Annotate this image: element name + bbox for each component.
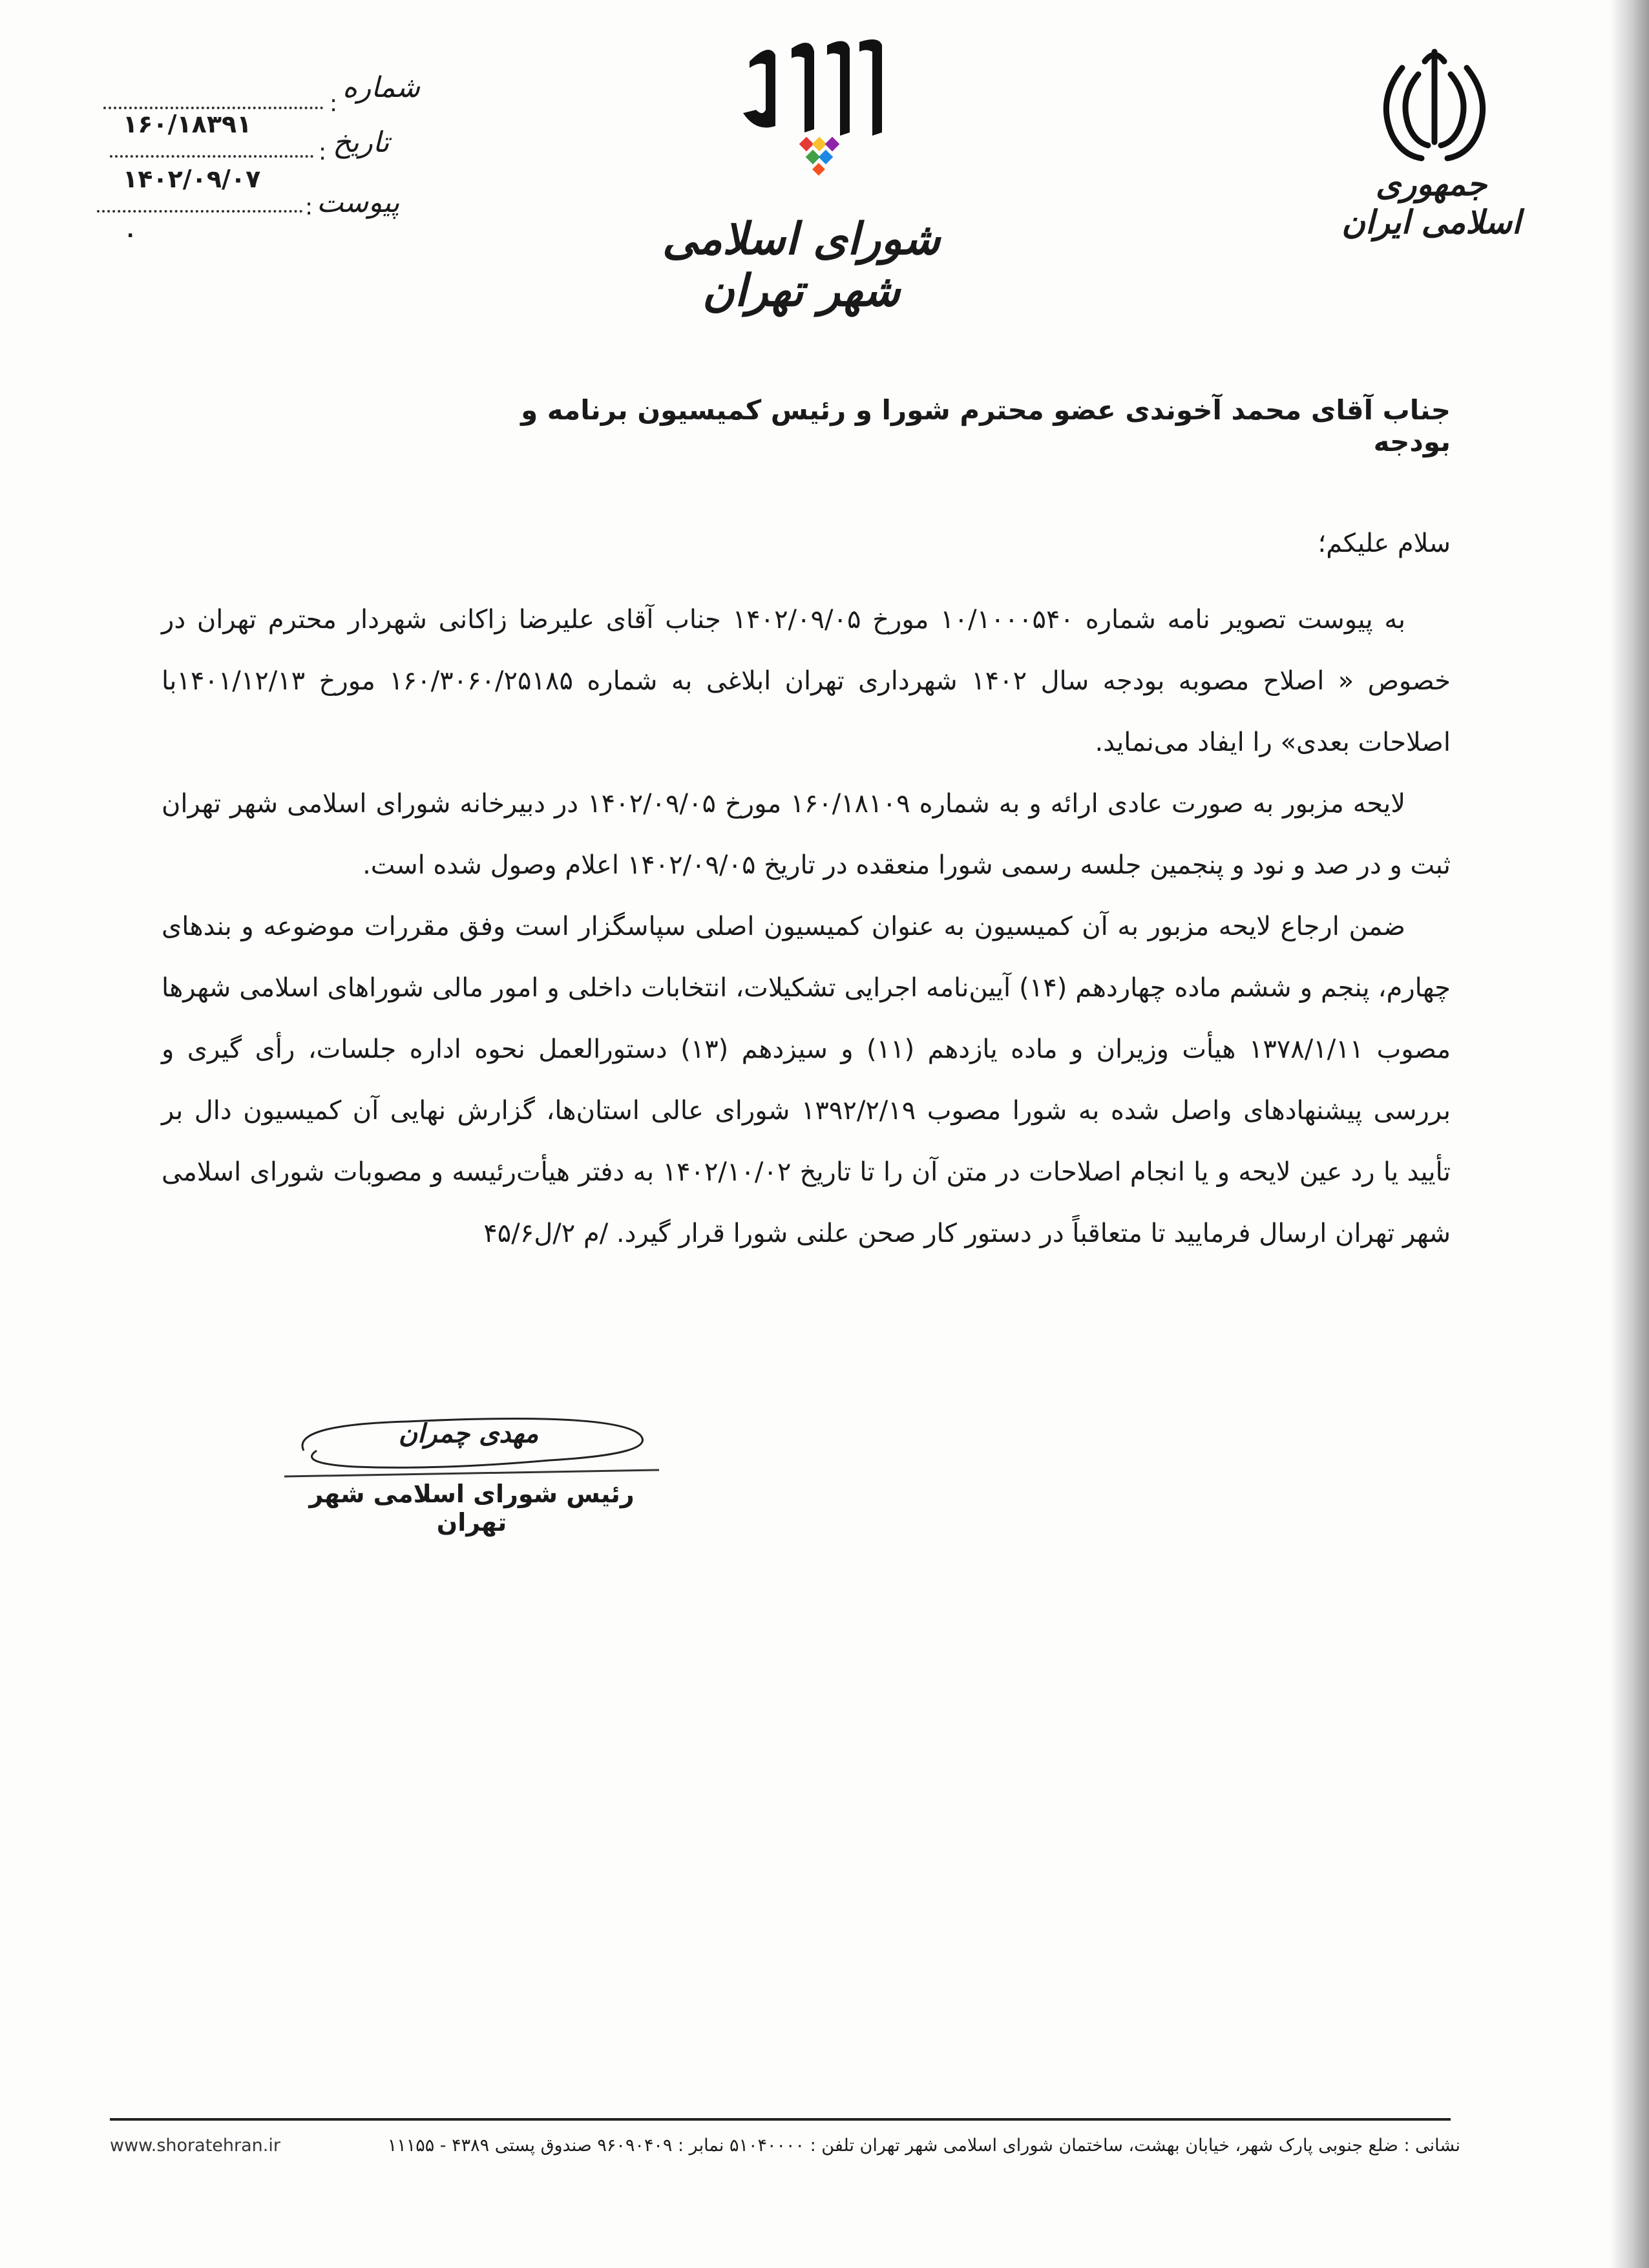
- footer-divider: [110, 2118, 1451, 2121]
- iran-emblem-icon: [1373, 39, 1496, 168]
- republic-name: جمهوری اسلامی ایران: [1341, 165, 1521, 241]
- attachment-label: پیوست: [317, 186, 400, 219]
- footer-website: www.shoratehran.ir: [110, 2136, 280, 2156]
- date-value: ۱۴۰۲/۰۹/۰۷: [123, 165, 261, 193]
- council-name: شورای اسلامی شهر تهران: [662, 213, 941, 317]
- signatory-name: مهدی چمران: [398, 1418, 539, 1449]
- attachment-colon: :: [305, 194, 313, 220]
- paragraph-1: به پیوست تصویر نامه شماره ۱۰/۱۰۰۰۵۴۰ مورخ ۱۴۰۲/۰۹/۰۵ جناب آقای علیرضا زاکانی شهردار محترم تهران در خصوص « اصلاح مصوبه بودجه سال ۱۴۰۲ شهرداری تهران ابلاغی به شماره ۱۶۰/۳۰۶۰/۲۵۱۸۵ مورخ ۱۴۰۱/۱۲/۱۳با اصلاحات بعدی» را ایفاد می‌نماید.: [162, 605, 1451, 757]
- signatory-title: رئیس شورای اسلامی شهر تهران: [309, 1480, 635, 1537]
- attachment-mark: .: [127, 220, 136, 242]
- council-logo-icon: [730, 36, 892, 178]
- number-dotted-line: [103, 107, 323, 109]
- scan-edge-shadow: [1610, 0, 1649, 2268]
- paragraph-3: ضمن ارجاع لایحه مزبور به آن کمیسیون به عنوان کمیسیون اصلی سپاسگزار است وفق مقررات موضوعه و بندهای چهارم، پنجم و ششم ماده چهاردهم (۱۴) آیین‌نامه اجرایی تشکیلات، انتخابات داخلی و امور مالی شوراهای اسلامی شهرها مصوب ۱۳۷۸/۱/۱۱ هیأت وزیران و ماده یازدهم (۱۱) و سیزدهم (۱۳) دستورالعمل نحوه اداره جلسات، رأی گیری و بررسی پیشنهادهای واصل شده به شورا مصوب ۱۳۹۲/۲/۱۹ شورای عالی استان‌ها، گزارش نهایی آن کمیسیون دال بر تأیید یا رد عین لایحه و یا انجام اصلاحات در متن آن را تا تاریخ ۱۴۰۲/۱۰/۰۲ به دفتر هیأت‌رئیسه و مصوبات شورای اسلامی شهر تهران ارسال فرمایید تا متعاقباً در دستور کار صحن علنی شورا قرار گیرد. /م ۲/ل۴۵/۶: [162, 912, 1451, 1248]
- date-dotted-line: [110, 155, 313, 158]
- attachment-dotted-line: [97, 210, 302, 213]
- paragraph-2: لایحه مزبور به صورت عادی ارائه و به شماره ۱۶۰/۱۸۱۰۹ مورخ ۱۴۰۲/۰۹/۰۵ در دبیرخانه شورای اسلامی شهر تهران ثبت و در صد و نود و پنجمین جلسه رسمی شورا منعقده در تاریخ ۱۴۰۲/۰۹/۰۵ اعلام وصول شده است.: [162, 789, 1451, 880]
- date-colon: :: [319, 139, 327, 165]
- footer-address: نشانی : ضلع جنوبی پارک شهر، خیابان بهشت، ساختمان شورای اسلامی شهر تهران تلفن : ۵۱۰۴۰۰۰۰ نمابر : ۹۶۰۹۰۴۰۹ صندوق پستی ۴۳۸۹ - ۱۱۱۵۵: [387, 2136, 1460, 2156]
- greeting: سلام علیکم؛: [1318, 529, 1451, 558]
- addressee: جناب آقای محمد آخوندی عضو محترم شورا و رئیس کمیسیون برنامه و بودجه: [521, 394, 1451, 457]
- number-label: شماره: [342, 71, 421, 104]
- date-label: تاریخ: [333, 126, 390, 159]
- number-colon: :: [330, 90, 338, 117]
- number-value: ۱۶۰/۱۸۳۹۱: [123, 110, 252, 138]
